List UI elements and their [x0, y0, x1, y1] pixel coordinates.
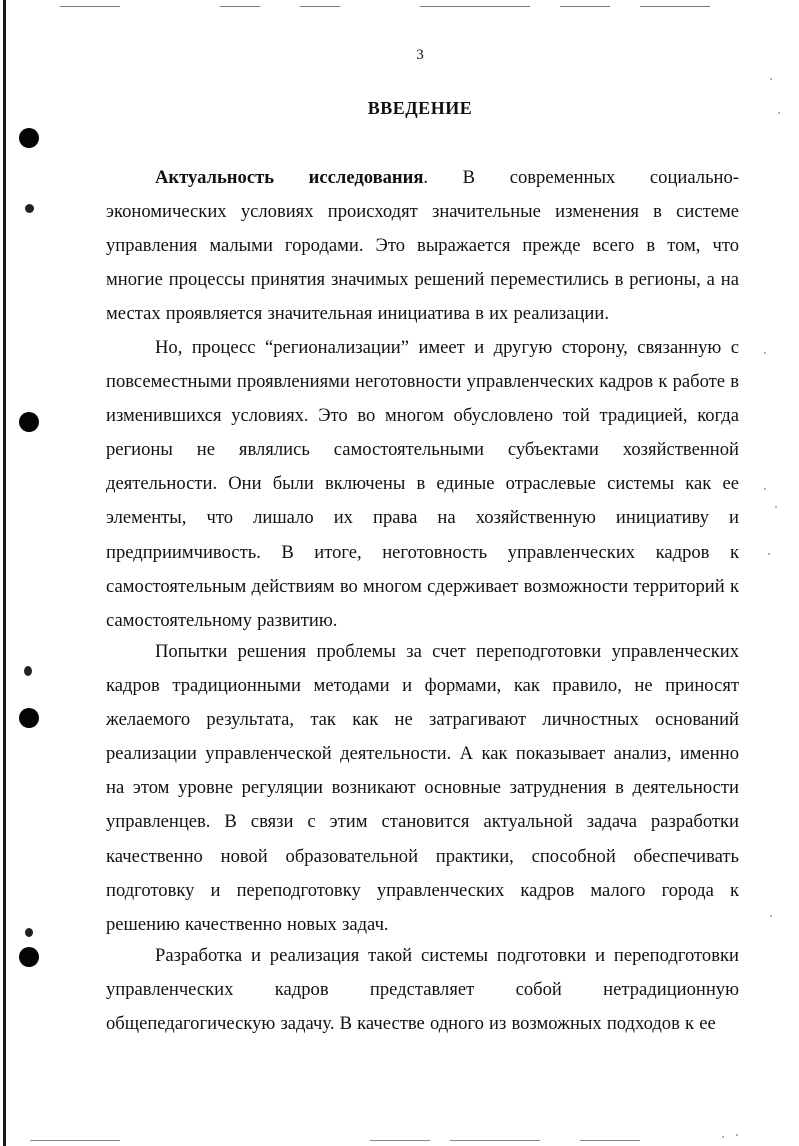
punch-hole-icon — [19, 947, 39, 967]
punch-hole-icon — [19, 128, 39, 148]
page-number: 3 — [416, 47, 424, 63]
scan-dot — [764, 488, 766, 490]
scan-bottom-line — [30, 1140, 120, 1141]
scan-top-line — [640, 6, 710, 7]
scan-dot — [768, 553, 770, 555]
punch-hole-icon — [19, 412, 39, 432]
scan-bottom-line — [370, 1140, 430, 1141]
paragraph: Разработка и реализация такой системы подготовки и переподготовки управленческих кадров представляет собой нетрадиционную общепедагогическую задачу. В качестве одного из возможных подходов к ее — [106, 945, 739, 1035]
ink-speck-icon — [25, 204, 34, 213]
scan-dot — [775, 506, 777, 508]
punch-hole-icon — [19, 708, 39, 728]
scan-dot — [736, 1134, 738, 1136]
paragraph-lead-bold: Актуальность исследования — [155, 167, 424, 188]
scan-bottom-line — [580, 1140, 640, 1141]
scan-dot — [770, 78, 772, 80]
paragraph — [106, 161, 739, 331]
paragraph: Попытки решения проблемы за счет переподготовки управленческих кадров традиционными методами и формами, как правило, не приносят желаемого результата, так как не затрагивают личностных оснований реализации управленческой деятельности. А как показывает анализ, именно на этом уровне регуляции возникают основные затруднения в деятельности управленцев. В связи с этим становится актуальной задача разработки качественно новой образовательной практики, способной обеспечивать подготовку и переподготовку управленческих кадров малого города к решению качественно новых задач. — [106, 641, 739, 935]
scan-top-line — [300, 6, 340, 7]
scan-dot — [764, 352, 766, 354]
scan-dot — [722, 1136, 724, 1138]
scan-top-line — [60, 6, 120, 7]
paragraph: Но, процесс “регионализации” имеет и другую сторону, связанную с повсеместными проявлениями неготовности управленческих кадров к работе в изменившихся условиях. Это во многом обусловлено той традицией, когда регионы не являлись самостоятельными субъектами хозяйственной деятельности. Они были включены в единые отраслевые системы как ее элементы, что лишало их права на хозяйственную инициативу и предприимчивость. В итоге, неготовность управленческих кадров к самостоятельным действиям во многом сдерживает возможности территорий к самостоятельному развитию. — [106, 337, 739, 631]
ink-speck-icon — [24, 666, 32, 676]
page-title: ВВЕДЕНИЕ — [367, 98, 473, 118]
scan-dot — [770, 915, 772, 917]
paragraph-text: . В современных социально-экономических условиях происходят значительные изменения в системе управления малыми городами. Это выражается прежде всего в том, что многие процессы принятия значимых решений переместились в регионы, а на местах проявляется значительная инициатива в их реализации. — [106, 167, 739, 325]
scan-top-line — [220, 6, 260, 7]
ink-speck-icon — [25, 928, 33, 937]
scan-top-line — [560, 6, 610, 7]
scan-bottom-line — [450, 1140, 540, 1141]
scan-left-edge — [3, 0, 6, 1146]
scan-top-line — [420, 6, 530, 7]
